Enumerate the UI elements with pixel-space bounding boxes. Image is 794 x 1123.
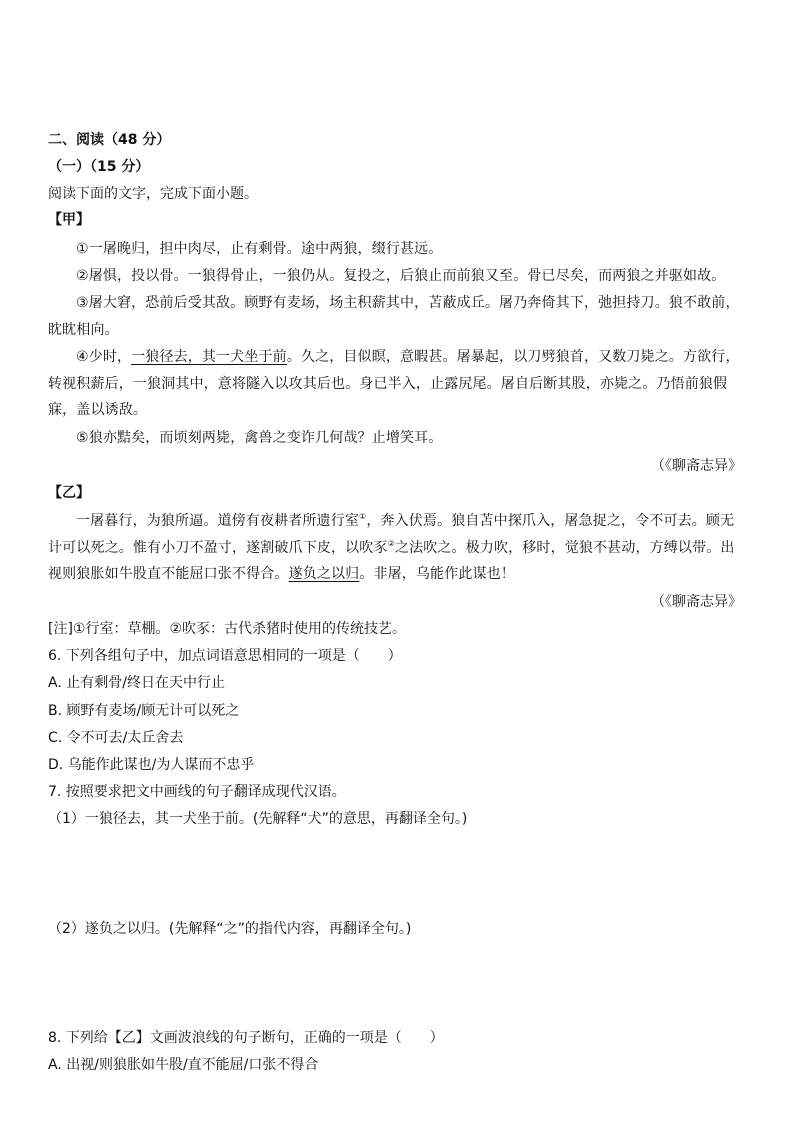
question-6-option-a: A. 止有剩骨/终日在天中行止	[48, 675, 225, 691]
text-a-paragraph-3: ③屠大窘，恐前后受其敌。顾野有麦场，场主积薪其中，苫蔽成丘。屠乃奔倚其下，弛担持刀。狼不敢前，眈眈相向。	[48, 295, 740, 338]
text-b-part1: 一屠暮行，为狼所逼。道傍有夜耕者所遗行室	[76, 513, 359, 529]
question-7-sub-2: （2）遂负之以归。(先解释“之”的指代内容，再翻译全句。)	[48, 921, 412, 937]
underlined-sentence-1: 一狼径去，其一犬坐于前	[131, 349, 287, 365]
text-a-paragraph-5: ⑤狼亦黠矣，而顷刻两毙，禽兽之变诈几何哉？止增笑耳。	[76, 430, 443, 446]
text-a-paragraph-4	[48, 344, 746, 424]
part-label: （一）（15 分）	[48, 159, 150, 175]
text-b-end: 。非屠，乌能作此谋也！	[359, 566, 515, 582]
question-7-stem: 7. 按照要求把文中画线的句子翻译成现代汉语。	[48, 784, 346, 800]
question-8-option-a: A. 出视/则狼胀如牛股/直不能屈/口张不得合	[48, 1057, 319, 1073]
note-mark-2: ②	[387, 538, 395, 548]
text-b-source: （《聊斋志异》	[651, 594, 742, 610]
text-a-label: 【甲】	[48, 212, 90, 228]
question-8-stem: 8. 下列给【乙】文画波浪线的句子断句，正确的一项是（ ）	[48, 1030, 444, 1046]
text-b-label: 【乙】	[48, 485, 90, 501]
section-title: 二、阅读（48 分）	[48, 132, 171, 148]
underlined-sentence-2: 遂负之以归	[288, 566, 360, 582]
question-6-option-d: D. 乌能作此谋也/为人谋而不忠乎	[48, 757, 255, 773]
question-6-option-b: B. 顾野有麦场/顾无计可以死之	[48, 703, 240, 719]
question-6-option-c: C. 令不可去/太丘舍去	[48, 730, 184, 746]
question-7-sub-1: （1）一狼径去，其一犬坐于前。(先解释“犬”的意思，再翻译全句。)	[48, 811, 468, 827]
text-b-part3: 之法吹之。极力吹，移时，觉狼不甚动，方缚以带。出视则狼胀如牛股直不能屈口张不得合。	[48, 539, 735, 582]
question-6-stem: 6. 下列各组句子中，加点词语意思相同的一项是（ ）	[48, 648, 402, 664]
text-a-paragraph-2: ②屠惧，投以骨。一狼得骨止，一狼仍从。复投之，后狼止而前狼又至。骨已尽矣，而两狼之并驱如故。	[76, 268, 726, 284]
notes: [注]①行室：草棚。②吹豕：古代杀猪时使用的传统技艺。	[48, 621, 407, 637]
text-b-part2: ，奔入伏焉。狼自苫中探爪入，屠急捉之，令不可去。顾无计可以死之。惟有小刀不盈寸，遂割破爪下皮，以吹豕	[48, 513, 735, 556]
text-a-paragraph-1: ①一屠晚归，担中肉尽，止有剩骨。途中两狼，缀行甚远。	[76, 241, 443, 257]
p4-rest: 。久之，目似瞑，意暇甚。屠暴起，以刀劈狼首，又数刀毙之。方欲行，转视积薪后，一狼洞其中，意将隧入以攻其后也。身已半入，止露尻尾。屠自后断其股，亦毙之。乃悟前狼假寐，盖以诱敌。	[48, 349, 740, 418]
note-mark-1: ①	[359, 512, 367, 521]
instruction: 阅读下面的文字，完成下面小题。	[48, 186, 258, 202]
text-b-paragraph	[48, 508, 746, 588]
text-a-source: （《聊斋志异》	[651, 458, 742, 474]
p4-start: ④少时，	[76, 349, 132, 365]
